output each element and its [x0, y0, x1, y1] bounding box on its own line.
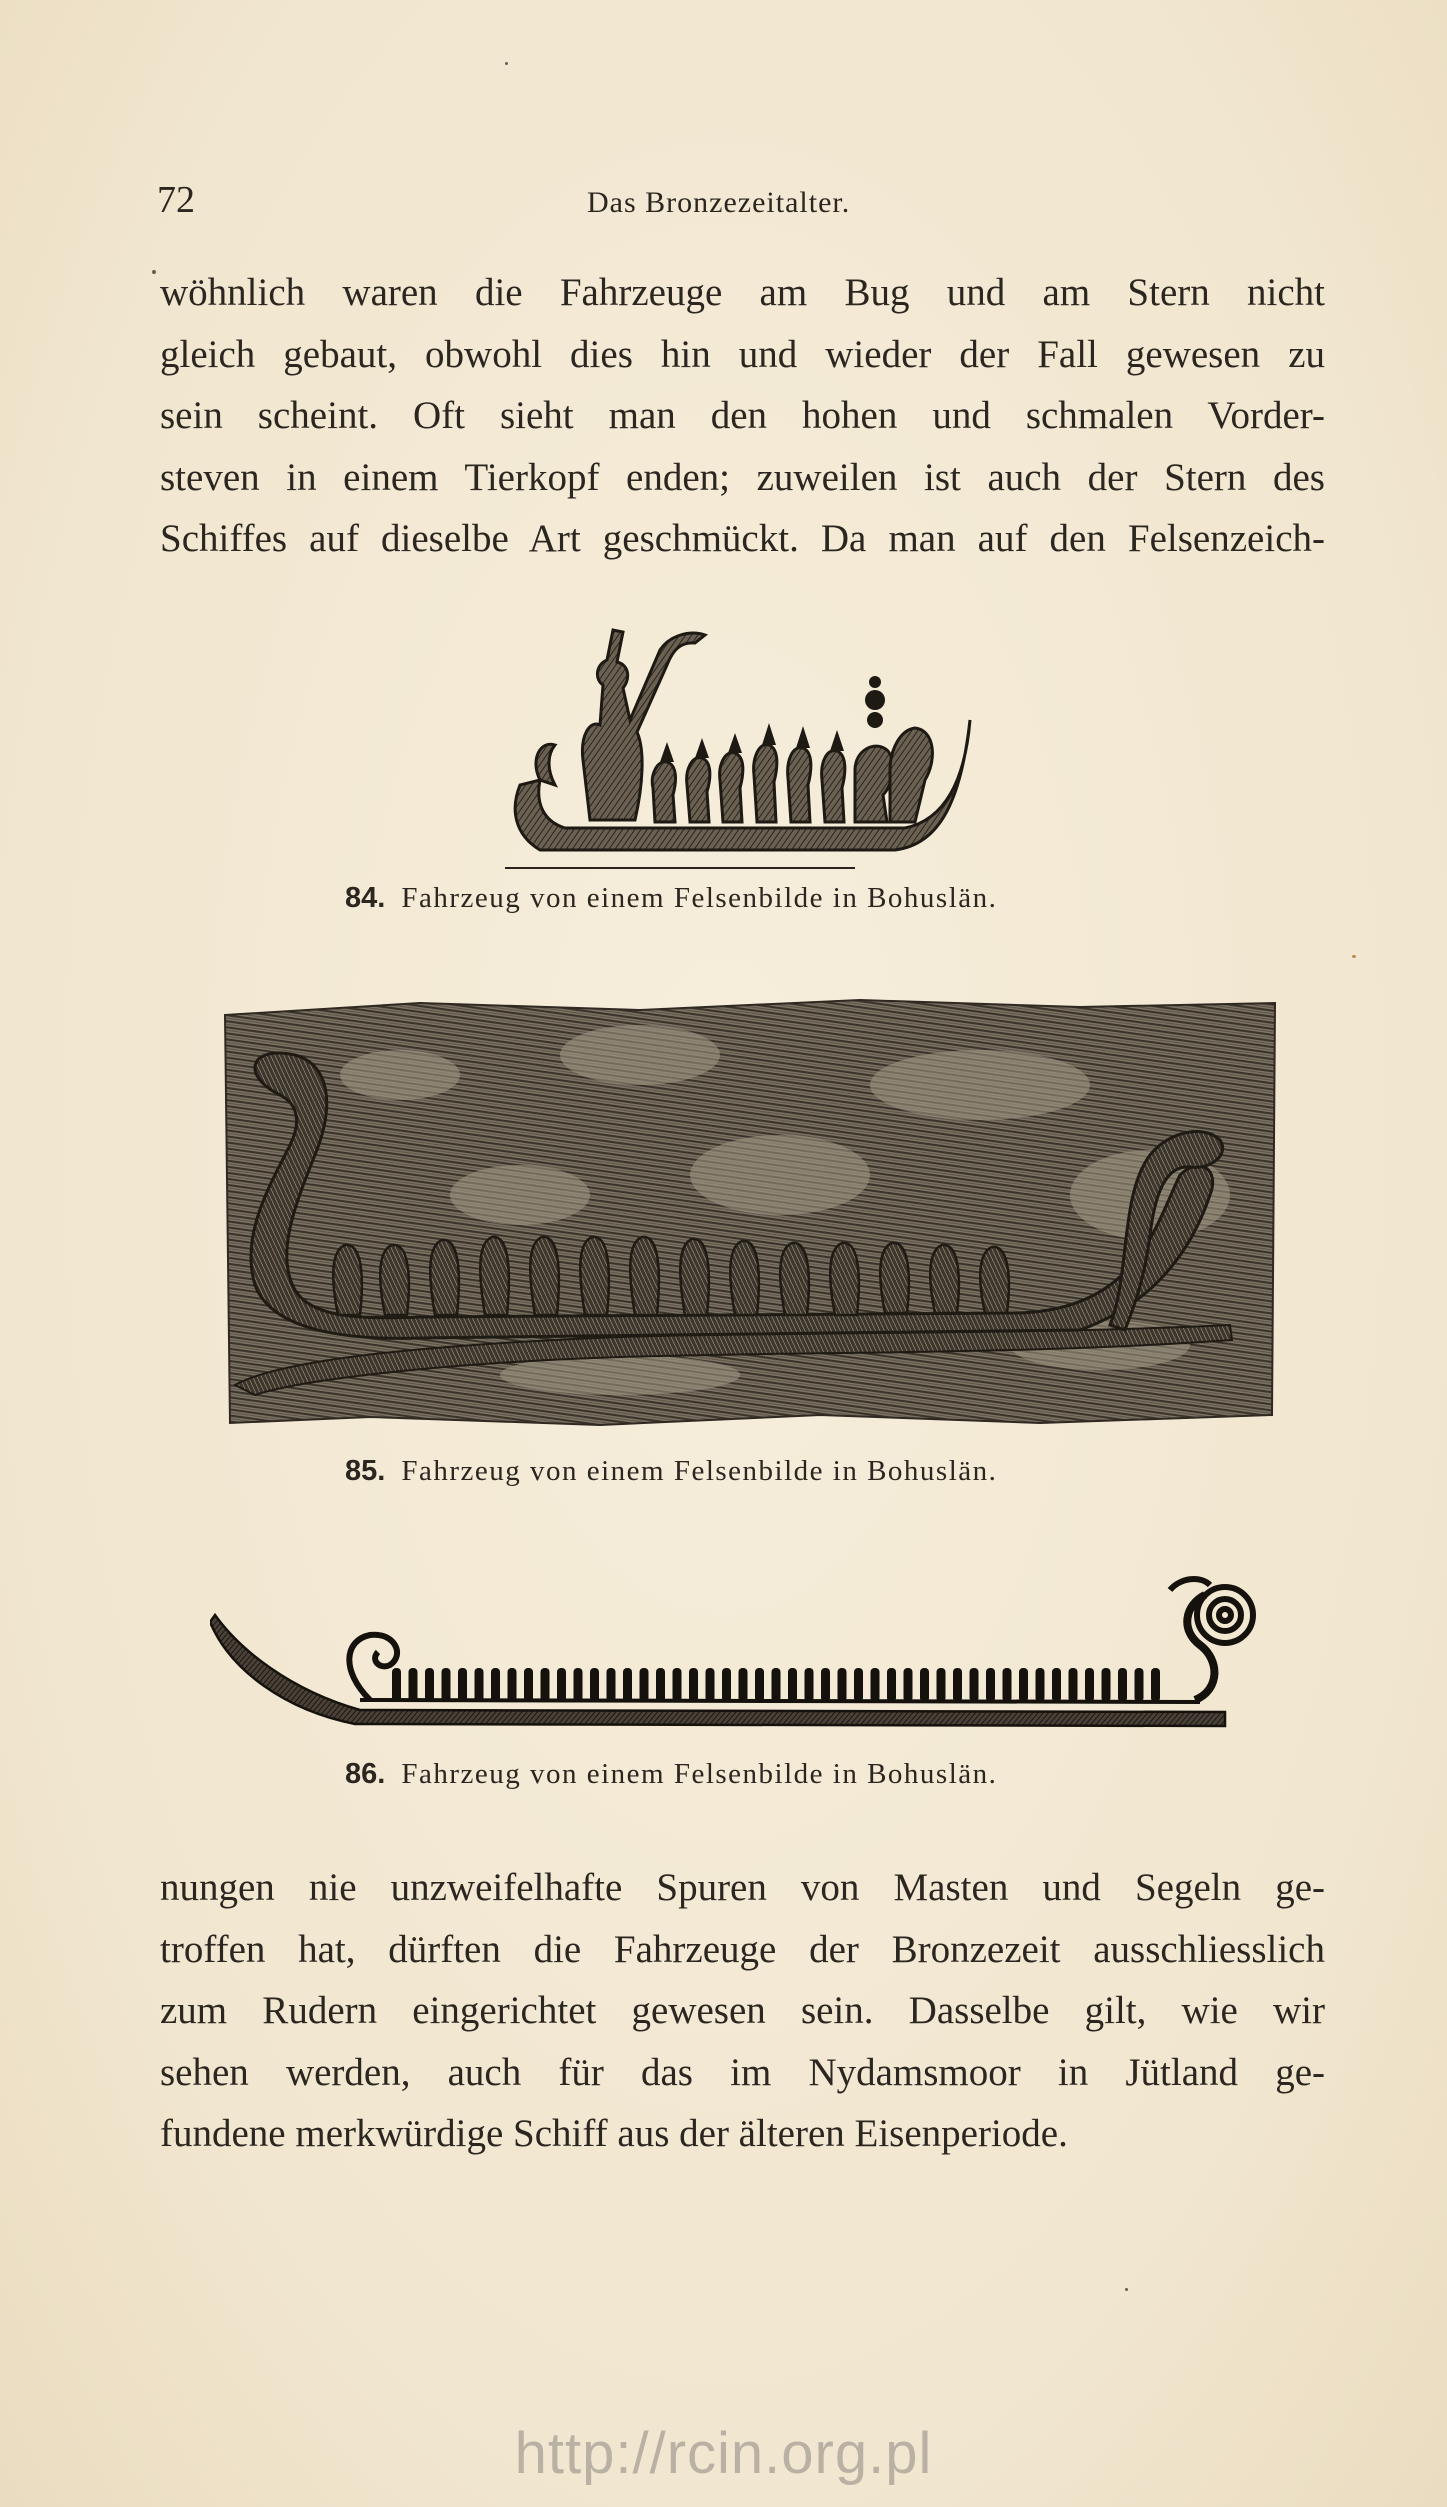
- crew-stroke: [508, 1668, 517, 1702]
- crew-stroke: [409, 1668, 418, 1702]
- crew-stroke: [739, 1668, 748, 1702]
- crew-stroke: [392, 1668, 401, 1702]
- figure-number: 85.: [345, 1455, 386, 1487]
- crew-stroke: [640, 1668, 649, 1702]
- text-line: zum Rudern eingerichtet gewesen sein. Dasselbe gilt, wie wir: [160, 1989, 1325, 2032]
- page-header: [157, 178, 1337, 228]
- crew-stroke: [772, 1668, 781, 1702]
- crew-stroke: [1003, 1668, 1012, 1702]
- crew-stroke: [491, 1668, 500, 1702]
- text-line: troffen hat, dürften die Fahrzeuge der Bronzezeit ausschliesslich: [160, 1927, 1325, 1971]
- crew-stroke: [673, 1668, 682, 1702]
- crew-stroke: [541, 1668, 550, 1702]
- crew-stroke: [788, 1668, 797, 1702]
- crew-stroke: [590, 1668, 599, 1702]
- crew-stroke: [838, 1668, 847, 1702]
- running-head: Das Bronzezeitalter.: [587, 186, 851, 219]
- figure-86-ship-engraving: [210, 1560, 1270, 1750]
- crew-stroke: [904, 1668, 913, 1702]
- paper-speck: [152, 270, 156, 274]
- crew-stroke: [937, 1668, 946, 1702]
- caption-text: Fahrzeug von einem Felsenbilde in Bohuslän.: [401, 1758, 998, 1790]
- crew-stroke: [1102, 1668, 1111, 1702]
- paper-speck: [1352, 955, 1356, 958]
- crew-stroke: [442, 1668, 451, 1702]
- caption-text: Fahrzeug von einem Felsenbilde in Bohuslän.: [401, 882, 998, 914]
- crew-stroke: [1151, 1668, 1160, 1702]
- text-line: nungen nie unzweifelhafte Spuren von Masten und Segeln ge-: [160, 1866, 1325, 1909]
- crew-stroke: [557, 1668, 566, 1702]
- crew-stroke: [953, 1668, 962, 1702]
- crew-stroke: [1019, 1668, 1028, 1702]
- figure-84-ship-engraving: [495, 610, 985, 875]
- crew-stroke: [1036, 1668, 1045, 1702]
- crew-stroke: [1135, 1668, 1144, 1702]
- crew-stroke: [524, 1668, 533, 1702]
- crew-stroke: [706, 1668, 715, 1702]
- crew-stroke: [1052, 1668, 1061, 1702]
- crew-stroke: [689, 1668, 698, 1702]
- paper-speck: [1125, 2288, 1128, 2291]
- body-text-top: [160, 262, 1325, 570]
- crew-stroke: [970, 1668, 979, 1702]
- watermark: http://rcin.org.pl: [514, 2421, 933, 2486]
- crew-stroke: [458, 1668, 467, 1702]
- text-line: sehen werden, auch für das im Nydamsmoor in Jütland ge-: [160, 2050, 1325, 2094]
- crew-stroke: [623, 1668, 632, 1702]
- text-line: Schiffes auf dieselbe Art geschmückt. Da man auf den Felsenzeich-: [160, 517, 1325, 560]
- crew-stroke: [920, 1668, 929, 1702]
- text-line: steven in einem Tierkopf enden; zuweilen ist auch der Stern des: [160, 455, 1325, 499]
- crew-stroke: [425, 1668, 434, 1702]
- figure-86-caption: [345, 1758, 997, 1791]
- crew-stroke: [1118, 1668, 1127, 1702]
- crew-stroke: [475, 1668, 484, 1702]
- text-line: fundene merkwürdige Schiff aus der älteren Eisenperiode.: [160, 2112, 1068, 2155]
- crew-stroke: [854, 1668, 863, 1702]
- crew-stroke: [887, 1668, 896, 1702]
- crew-stroke: [656, 1668, 665, 1702]
- crew-stroke: [871, 1668, 880, 1702]
- crew-stroke: [607, 1668, 616, 1702]
- crew-stroke: [1085, 1668, 1094, 1702]
- paper-speck: [505, 62, 508, 65]
- figure-84-caption: [345, 882, 997, 915]
- body-text-bottom: [160, 1857, 1325, 2165]
- crew-stroke: [986, 1668, 995, 1702]
- crew-stroke: [1069, 1668, 1078, 1702]
- crew-stroke: [821, 1668, 830, 1702]
- text-line: sein scheint. Oft sieht man den hohen und schmalen Vorder-: [160, 394, 1325, 437]
- text-line: gleich gebaut, obwohl dies hin und wieder der Fall gewesen zu: [160, 332, 1325, 376]
- figure-85-ship-engraving: [220, 995, 1280, 1430]
- crew-stroke: [722, 1668, 731, 1702]
- text-line: wöhnlich waren die Fahrzeuge am Bug und am Stern nicht: [160, 271, 1325, 314]
- crew-stroke: [574, 1668, 583, 1702]
- figure-85-caption: [345, 1455, 997, 1488]
- figure-number: 86.: [345, 1758, 386, 1790]
- page-number: 72: [157, 179, 195, 221]
- figure-number: 84.: [345, 882, 386, 914]
- crew-stroke: [805, 1668, 814, 1702]
- crew-stroke: [755, 1668, 764, 1702]
- caption-text: Fahrzeug von einem Felsenbilde in Bohuslän.: [401, 1455, 998, 1487]
